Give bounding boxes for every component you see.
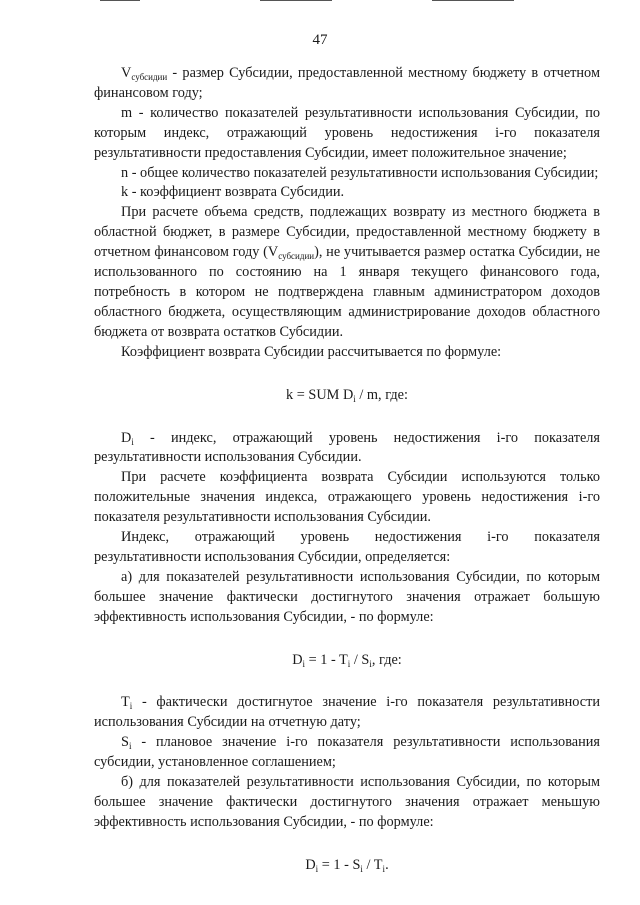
- formula-di-b-sub1: i: [315, 863, 319, 874]
- top-rule-right: [432, 0, 514, 1]
- formula-di-a: [94, 651, 600, 671]
- formula-di-a-part4: , где:: [371, 651, 402, 668]
- paragraph-di-text: - индекс, отражающий уровень недостижения i-го показателя результативности использования Субсидии.: [94, 429, 600, 466]
- document-body: [94, 64, 600, 876]
- formula-di-b-part1: D: [305, 856, 316, 873]
- paragraph-refund-text-b: ), не учитывается размер остатка Субсидии, не использованного по состоянию на 1 января текущего финансового года, потребность в котором не подтверждена главным администратором доходов областного бюджета, осуществляющим администрирование доходов областного бюджета от возврата остатков Субсидии.: [94, 244, 600, 340]
- formula-k-subscript: i: [353, 393, 356, 404]
- formula-di-b-part3: / T: [362, 856, 383, 873]
- formula-di-b-part4: .: [385, 856, 389, 873]
- paragraph-di-definition: [94, 429, 600, 469]
- paragraph-n-definition: n - общее количество показателей результативности использования Субсидии;: [121, 164, 599, 181]
- paragraph-positive-values: При расчете коэффициента возврата Субсидии используются только положительные значения индекса, отражающего уровень недостижения i-го показателя результативности использования Субсидии.: [94, 469, 600, 526]
- formula-di-a-sub1: i: [302, 658, 306, 669]
- paragraph-si-text: - плановое значение i-го показателя результативности использования субсидии, установленное соглашением;: [94, 734, 600, 771]
- formula-k: [94, 386, 600, 406]
- paragraph-v-subsidy: [94, 64, 600, 104]
- formula-di-b: [94, 856, 600, 876]
- symbol-t: T: [121, 694, 130, 711]
- formula-k-part-a: k = SUM D: [286, 386, 354, 403]
- paragraph-refund-calculation: [94, 203, 600, 342]
- top-rule-center: [260, 0, 332, 1]
- paragraph-case-a: а) для показателей результативности использования Субсидии, по которым большее значение фактически достигнутого значения отражает большую эффективность использования Субсидии, - по формуле:: [94, 568, 600, 625]
- top-rule-left: [100, 0, 140, 1]
- formula-di-a-part3: / S: [350, 651, 370, 668]
- symbol-t-subscript: i: [129, 701, 133, 712]
- symbol-s-subscript: i: [128, 741, 132, 752]
- symbol-v-subscript: субсидии: [131, 72, 168, 82]
- formula-k-part-b: / m, где:: [355, 386, 408, 403]
- formula-di-b-sub2: i: [360, 863, 363, 874]
- paragraph-v-text: - размер Субсидии, предоставленной местному бюджету в отчетном финансовом году;: [94, 65, 600, 101]
- symbol-d-subscript: i: [131, 436, 134, 447]
- paragraph-index-determined: Индекс, отражающий уровень недостижения i-го показателя результативности использования Субсидии, определяется:: [94, 529, 600, 565]
- paragraph-case-b: б) для показателей результативности использования Субсидии, по которым большее значение фактически достигнутого значения отражает меньшую эффективность использования Субсидии, - по формуле:: [94, 774, 600, 830]
- formula-di-a-sub2: i: [347, 658, 351, 669]
- paragraph-refund-subscript: субсидии: [278, 251, 315, 262]
- symbol-s: S: [121, 734, 129, 751]
- paragraph-si-definition: [94, 733, 600, 773]
- formula-di-a-part2: = 1 - T: [305, 651, 348, 668]
- paragraph-ti-text: - фактически достигнутое значение i-го показателя результативности использования Субсидии на отчетную дату;: [94, 694, 600, 731]
- page-number: 47: [312, 32, 328, 48]
- symbol-d: D: [121, 429, 132, 446]
- formula-di-a-sub3: i: [369, 658, 372, 669]
- paragraph-ti-definition: [94, 693, 600, 733]
- formula-di-a-part1: D: [292, 651, 303, 668]
- paragraph-refund-text-a: При расчете объема средств, подлежащих возврату из местного бюджета в областной бюджет, в размере Субсидии, предоставленной местному бюджету в отчетном финансовом году (V: [94, 204, 600, 261]
- symbol-v: V: [121, 65, 132, 81]
- formula-di-b-sub3: i: [382, 863, 386, 874]
- paragraph-k-definition: k - коэффициент возврата Субсидии.: [121, 184, 345, 201]
- paragraph-m-definition: m - количество показателей результативности использования Субсидии, по которым индекс, отражающий уровень недостижения i-го показателя результативности предоставления Субсидии, имеет положительное значение;: [94, 104, 600, 161]
- formula-di-b-part2: = 1 - S: [318, 856, 361, 873]
- paragraph-coefficient-intro: Коэффициент возврата Субсидии рассчитывается по формуле:: [121, 343, 502, 360]
